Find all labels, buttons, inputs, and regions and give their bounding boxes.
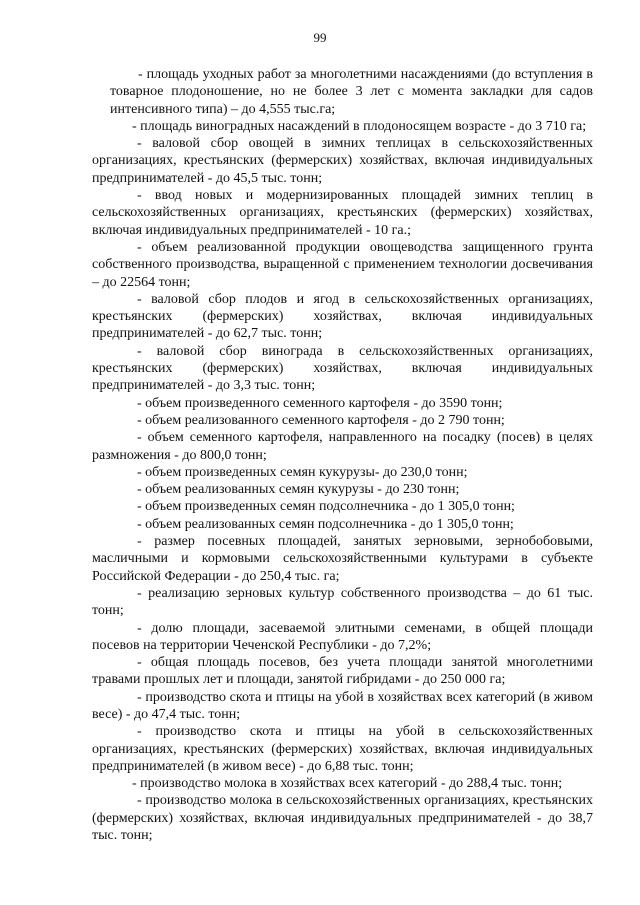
paragraph: - реализацию зерновых культур собственного производства – до 61 тыс. тонн; (92, 585, 593, 619)
paragraph: - валовой сбор винограда в сельскохозяйственных организациях, крестьянских (фермерских) хозяйствах, включая индивидуальных предпринимателей - до 3,3 тыс. тонн; (92, 343, 593, 394)
paragraph: - долю площади, засеваемой элитными семенами, в общей площади посевов на территории Чеченской Республики - до 7,2%; (92, 620, 593, 653)
paragraph: - размер посевных площадей, занятых зерновыми, зернобобовыми, масличными и кормовыми сельскохозяйственными культурами в субъекте Российской Федерации - до 250,4 тыс. га; (92, 534, 593, 584)
paragraph: - объем реализованных семян подсолнечника - до 1 305,0 тонн; (137, 516, 514, 532)
paragraph: - объем произведенных семян кукурузы- до 230,0 тонн; (137, 464, 468, 480)
paragraph: - объем семенного картофеля, направленного на посадку (посев) в целях размножения - до 800,0 тонн; (92, 430, 593, 463)
paragraph: - производство молока в сельскохозяйственных организациях, крестьянских (фермерских) хозяйствах, включая индивидуальных предпринимателей - до 38,7 тыс. тонн; (92, 793, 593, 844)
paragraph: - производство скота и птицы на убой в сельскохозяйственных организациях, крестьянских (фермерских) хозяйствах, включая индивидуальных предпринимателей (в живом весе) - до 6,88 тыс. тонн; (92, 724, 593, 774)
paragraph: - общая площадь посевов, без учета площади занятой многолетними травами прошлых лет и площади, занятой гибридами - до 250 000 га; (92, 655, 593, 688)
paragraph: - объем реализованной продукции овощеводства защищенного грунта собственного производства, выращенной с применением технологии досвечивания – до 22564 тонн; (92, 239, 593, 290)
paragraph: - валовой сбор плодов и ягод в сельскохозяйственных организациях, крестьянских (фермерских) хозяйствах, включая индивидуальных предпринимателей - до 62,7 тыс. тонн; (92, 291, 593, 342)
paragraph: - валовой сбор овощей в зимних теплицах в сельскохозяйственных организациях, крестьянских (фермерских) хозяйствах, включая индивидуальных предпринимателей - до 45,5 тыс. тонн; (92, 136, 593, 186)
paragraph: - объем произведенного семенного картофеля - до 3590 тонн; (137, 395, 503, 411)
paragraph: - производство молока в хозяйствах всех категорий - до 288,4 тыс. тонн; (132, 776, 563, 792)
paragraph: - объем реализованных семян кукурузы - до 230 тонн; (137, 482, 460, 498)
paragraph: - площадь уходных работ за многолетними насаждениями (до вступления в товарное плодоношение, но не более 3 лет с момента закладки для садов интенсивного типа) – до 4,555 тыс.га; (110, 67, 593, 117)
paragraph: - объем реализованного семенного картофеля - до 2 790 тонн; (137, 412, 505, 428)
paragraph: - площадь виноградных насаждений в плодоносящем возрасте - до 3 710 га; (132, 118, 587, 134)
paragraph: - объем произведенных семян подсолнечника - до 1 305,0 тонн; (137, 499, 515, 515)
paragraph: - ввод новых и модернизированных площадей зимних теплиц в сельскохозяйственных организациях, крестьянских (фермерских) хозяйствах, включая индивидуальных предпринимателей - 10 га.; (92, 188, 593, 238)
page-number: 99 (313, 30, 327, 45)
document-body (92, 66, 593, 844)
paragraph: - производство скота и птицы на убой в хозяйствах всех категорий (в живом весе) - до 47,4 тыс. тонн; (92, 689, 593, 722)
